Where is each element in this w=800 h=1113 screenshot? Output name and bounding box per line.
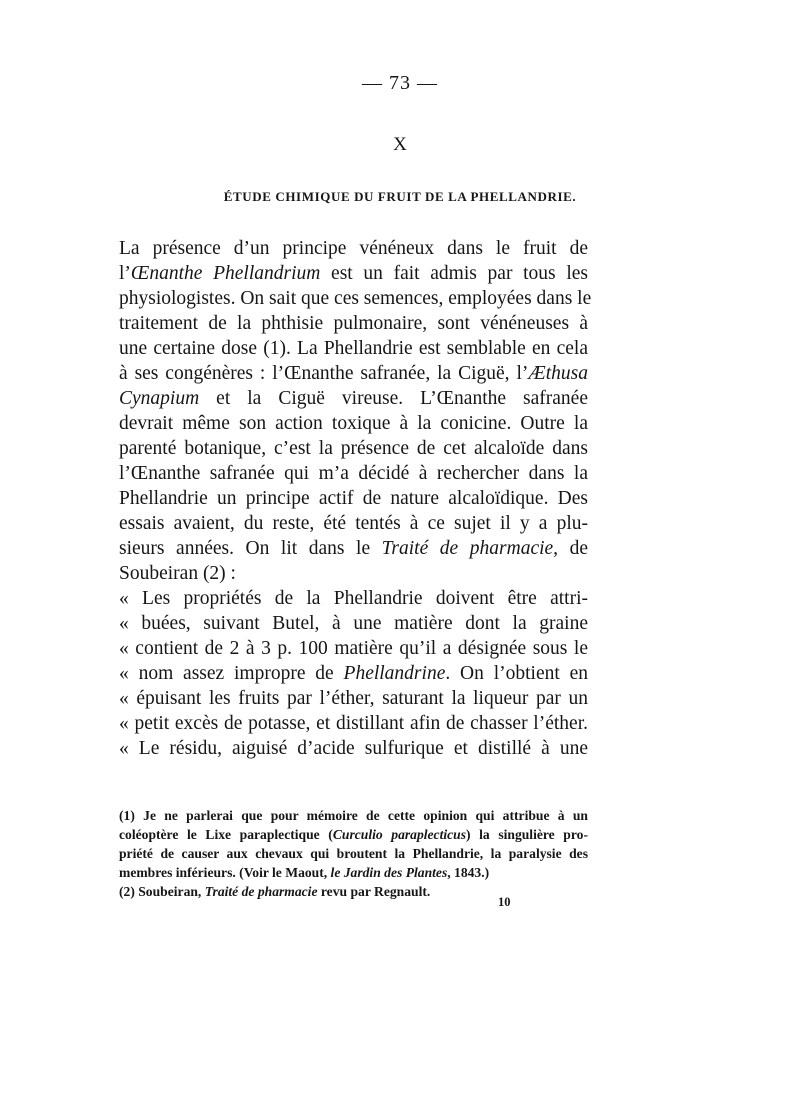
- footnote-line: (1) Je ne parlerai que pour mémoire de cette opinion qui attribue à un: [119, 808, 588, 823]
- quote-line: « nom assez impropre de Phellandrine. On l’obtient en: [119, 663, 588, 684]
- page-number: — 73 —: [362, 72, 438, 94]
- body-line: Soubeiran (2) :: [119, 563, 236, 584]
- footnote-line: coléoptère le Lixe paraplectique (Curculio paraplecticus) la singulière pro-: [119, 827, 588, 842]
- body-line: physiologistes. On sait que ces semences, employées dans le: [119, 288, 592, 309]
- body-line: une certaine dose (1). La Phellandrie est semblable en cela: [119, 338, 588, 359]
- quote-line: « Les propriétés de la Phellandrie doivent être attri-: [119, 588, 588, 609]
- body-line: traitement de la phthisie pulmonaire, sont vénéneuses à: [119, 313, 588, 334]
- quote-line: « petit excès de potasse, et distillant afin de chasser l’éther.: [119, 713, 588, 734]
- body-line: à ses congénères : l’Œnanthe safranée, la Ciguë, l’Æthusa: [119, 363, 588, 384]
- body-line: l’Œnanthe Phellandrium est un fait admis par tous les: [119, 263, 589, 284]
- signature-mark: 10: [498, 895, 511, 909]
- body-line: La présence d’un principe vénéneux dans le fruit de: [119, 238, 588, 259]
- footnote-line: priété de causer aux chevaux qui broutent la Phellandrie, la paralysie des: [119, 846, 588, 861]
- footnote-line: (2) Soubeiran, Traité de pharmacie revu par Regnault.: [119, 884, 431, 899]
- chapter-title: ÉTUDE CHIMIQUE DU FRUIT DE LA PHELLANDRIE.: [223, 189, 577, 204]
- body-line: essais avaient, du reste, été tentés à ce sujet il y a plu-: [119, 513, 588, 534]
- body-line: Cynapium et la Ciguë vireuse. L’Œnanthe safranée: [119, 388, 588, 409]
- quote-line: « Le résidu, aiguisé d’acide sulfurique et distillé à une: [119, 738, 588, 759]
- body-line: Phellandrie un principe actif de nature alcaloïdique. Des: [119, 488, 588, 509]
- chapter-number: X: [393, 134, 407, 155]
- body-line: sieurs années. On lit dans le Traité de pharmacie, de: [119, 538, 589, 559]
- body-line: l’Œnanthe safranée qui m’a décidé à rechercher dans la: [119, 463, 588, 484]
- quote-line: « contient de 2 à 3 p. 100 matière qu’il a désignée sous le: [119, 638, 588, 659]
- body-line: parenté botanique, c’est la présence de cet alcaloïde dans: [119, 438, 588, 459]
- footnote-line: membres inférieurs. (Voir le Maout, le Jardin des Plantes, 1843.): [119, 865, 490, 880]
- footnotes: [119, 806, 588, 901]
- body-line: devrait même son action toxique à la conicine. Outre la: [119, 413, 588, 434]
- body-text: [119, 236, 592, 761]
- quote-line: « épuisant les fruits par l’éther, saturant la liqueur par un: [119, 688, 588, 709]
- quote-line: « buées, suivant Butel, à une matière dont la graine: [119, 613, 588, 634]
